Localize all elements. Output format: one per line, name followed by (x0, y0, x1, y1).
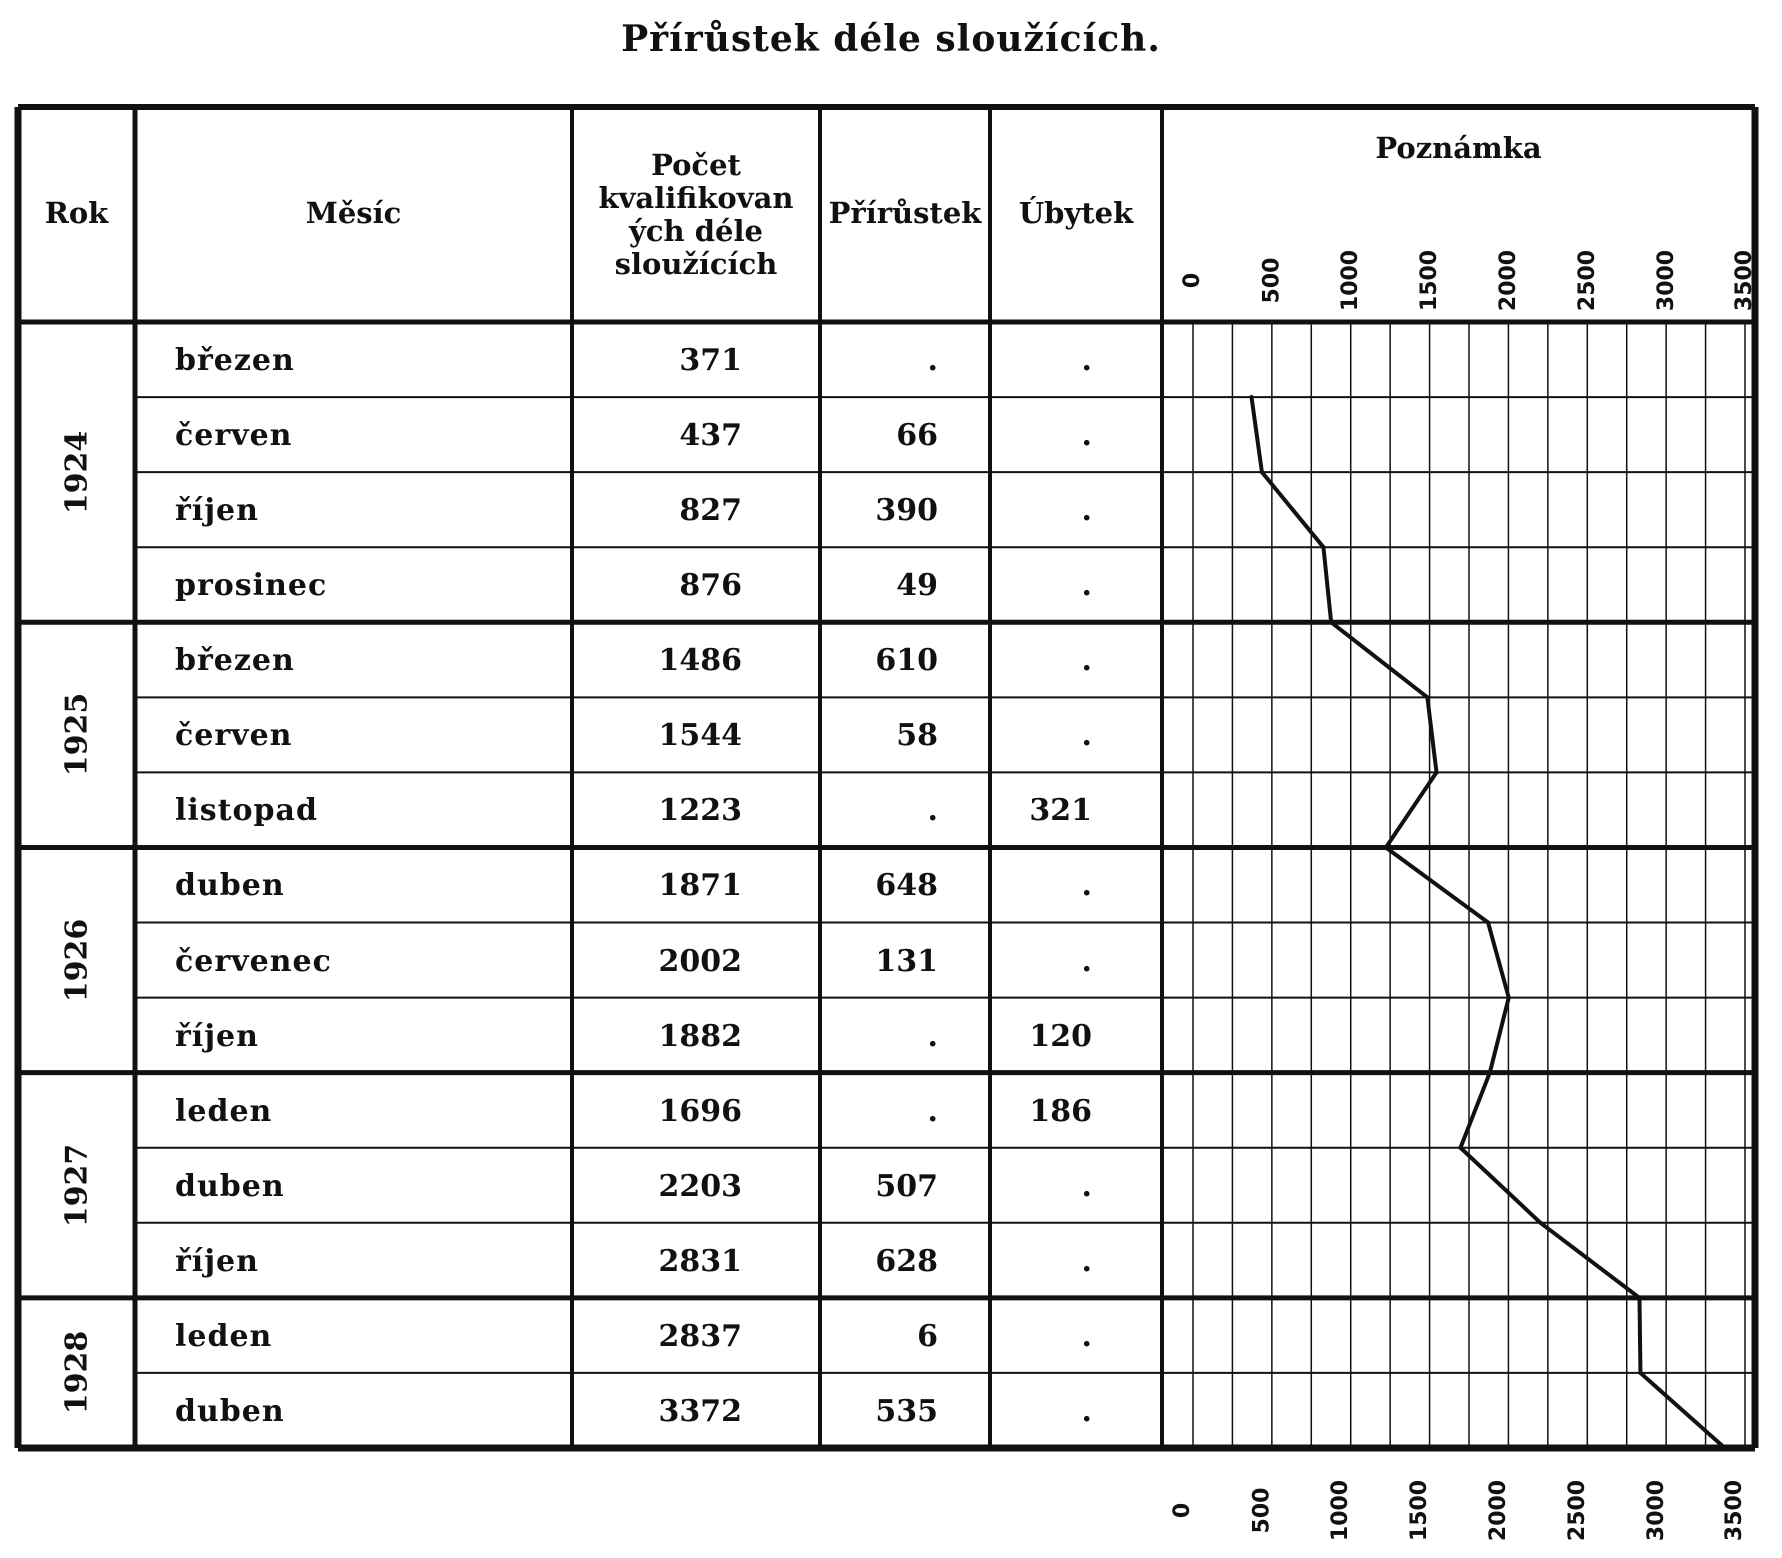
axis-tick-label-top (1153, 250, 1233, 310)
count-cell: 876 (679, 568, 742, 604)
decrease-cell: 321 (1029, 793, 1092, 829)
series-point (1638, 1371, 1642, 1375)
decrease-cell: . (1081, 1243, 1092, 1279)
tick-label-text: 2000 (1485, 1479, 1511, 1541)
series-line-segment (1460, 1073, 1489, 1148)
month-cell: červenec (175, 943, 332, 979)
series-line-segment (1540, 1223, 1639, 1298)
series-line-segment (1323, 547, 1331, 622)
decrease-cell: . (1081, 568, 1092, 604)
month-cell: leden (175, 1093, 273, 1129)
decrease-cell: 120 (1029, 1018, 1092, 1054)
header-prirustek: Přírůstek (828, 195, 982, 230)
tick-label-text: 0 (1170, 1502, 1196, 1518)
count-cell: 827 (679, 493, 742, 529)
count-cell: 1882 (658, 1018, 742, 1054)
year-label-text: 1926 (59, 918, 94, 1002)
decrease-cell: . (1081, 718, 1092, 754)
tick-label-text: 3000 (1653, 249, 1679, 311)
decrease-cell: . (1081, 493, 1092, 529)
tick-label-text: 2000 (1495, 249, 1521, 311)
increase-cell: . (927, 1018, 938, 1054)
increase-cell: 628 (875, 1243, 938, 1279)
axis-tick-label-top (1705, 250, 1782, 310)
year-label-text: 1928 (59, 1331, 94, 1415)
year-label (18, 1073, 135, 1298)
month-cell: leden (175, 1318, 273, 1354)
count-cell: 437 (679, 418, 742, 454)
increase-cell: 6 (917, 1318, 938, 1354)
series-line-segment (1640, 1373, 1724, 1448)
month-cell: červen (175, 418, 293, 454)
month-cell: říjen (175, 1018, 259, 1054)
series-point (1425, 695, 1429, 699)
tick-label-text: 3500 (1732, 249, 1758, 311)
tick-label-text: 2500 (1574, 249, 1600, 311)
increase-cell: . (927, 793, 938, 829)
increase-cell: 49 (896, 568, 938, 604)
series-point (1488, 1071, 1492, 1075)
axis-tick-label-bottom (1616, 1475, 1696, 1545)
decrease-cell: . (1081, 868, 1092, 904)
series-point (1637, 1296, 1641, 1300)
decrease-cell: . (1081, 418, 1092, 454)
month-cell: březen (175, 643, 295, 679)
series-line-segment (1488, 923, 1509, 998)
decrease-cell: . (1081, 1318, 1092, 1354)
tick-label-text: 3000 (1643, 1479, 1669, 1541)
tick-label-text: 1000 (1328, 1479, 1354, 1541)
series-point (1384, 845, 1388, 849)
increase-cell: . (927, 343, 938, 379)
count-cell: 2837 (658, 1318, 742, 1354)
increase-cell: 610 (875, 643, 938, 679)
increase-cell: 58 (896, 718, 938, 754)
tick-label-text: 1500 (1417, 249, 1443, 311)
header-ubytek: Úbytek (1018, 195, 1134, 230)
count-cell: 2002 (658, 943, 742, 979)
header-rok: Rok (44, 195, 109, 230)
axis-tick-label-top (1390, 250, 1470, 310)
series-point (1250, 395, 1254, 399)
increase-cell: 507 (875, 1168, 938, 1204)
decrease-cell: 186 (1029, 1093, 1092, 1129)
decrease-cell: . (1081, 343, 1092, 379)
axis-tick-label-bottom (1458, 1475, 1538, 1545)
series-line-segment (1252, 397, 1262, 472)
series-point (1723, 1446, 1727, 1450)
year-label-text: 1925 (59, 693, 94, 777)
count-cell: 2203 (658, 1168, 742, 1204)
axis-tick-label-bottom (1537, 1475, 1617, 1545)
month-cell: listopad (175, 793, 318, 829)
series-line-segment (1460, 1148, 1540, 1223)
month-cell: říjen (175, 493, 259, 529)
axis-tick-label-bottom (1380, 1475, 1460, 1545)
page-title: Přírůstek déle sloužících. (621, 18, 1161, 60)
tick-label-text: 0 (1180, 272, 1206, 288)
increase-cell: 66 (896, 418, 938, 454)
count-cell: 2831 (658, 1243, 742, 1279)
count-cell: 1223 (658, 793, 742, 829)
decrease-cell: . (1081, 943, 1092, 979)
series-line-segment (1427, 697, 1436, 772)
month-cell: prosinec (175, 568, 328, 604)
tick-label-text: 1000 (1338, 249, 1364, 311)
month-cell: březen (175, 343, 295, 379)
series-line-segment (1386, 847, 1488, 922)
increase-cell: . (927, 1093, 938, 1129)
tick-label-text: 500 (1249, 1487, 1275, 1533)
series-line-segment (1639, 1298, 1640, 1373)
increase-cell: 535 (875, 1393, 938, 1429)
count-cell: 1544 (658, 718, 742, 754)
year-label (18, 847, 135, 1072)
series-point (1507, 996, 1511, 1000)
series-point (1329, 620, 1333, 624)
axis-tick-label-top (1311, 250, 1391, 310)
count-cell: 3372 (658, 1393, 742, 1429)
year-label (18, 1298, 135, 1448)
increase-cell: 648 (875, 868, 938, 904)
axis-tick-label-bottom (1222, 1475, 1302, 1545)
month-cell: duben (175, 1168, 285, 1204)
increase-cell: 131 (875, 943, 938, 979)
tick-label-text: 500 (1259, 257, 1285, 303)
decrease-cell: . (1081, 643, 1092, 679)
count-cell: 1696 (658, 1093, 742, 1129)
tick-label-text: 1500 (1407, 1479, 1433, 1541)
year-label (18, 322, 135, 622)
month-cell: duben (175, 1393, 285, 1429)
tick-label-text: 2500 (1564, 1479, 1590, 1541)
header-mesic: Měsíc (305, 195, 402, 230)
year-label-text: 1927 (59, 1143, 94, 1227)
axis-tick-label-bottom (1143, 1475, 1223, 1545)
count-cell: 371 (679, 343, 742, 379)
month-cell: červen (175, 718, 293, 754)
series-point (1435, 770, 1439, 774)
series-point (1486, 921, 1490, 925)
series-point (1538, 1221, 1542, 1225)
count-cell: 1871 (658, 868, 742, 904)
series-line-segment (1331, 622, 1427, 697)
increase-cell: 390 (875, 493, 938, 529)
header-pocet: Počet kvalifikovaných déle sloužících (598, 147, 794, 281)
decrease-cell: . (1081, 1168, 1092, 1204)
axis-tick-label-top (1232, 250, 1312, 310)
year-label (18, 622, 135, 847)
series-line-segment (1490, 998, 1509, 1073)
series-point (1260, 470, 1264, 474)
decrease-cell: . (1081, 1393, 1092, 1429)
count-cell: 1486 (658, 643, 742, 679)
month-cell: duben (175, 868, 285, 904)
tick-label-text: 3500 (1722, 1479, 1748, 1541)
month-cell: říjen (175, 1243, 259, 1279)
axis-tick-label-top (1626, 250, 1706, 310)
axis-tick-label-bottom (1301, 1475, 1381, 1545)
axis-tick-label-bottom (1695, 1475, 1775, 1545)
axis-tick-label-top (1468, 250, 1548, 310)
series-point (1321, 545, 1325, 549)
series-point (1458, 1146, 1462, 1150)
header-poznamka: Poznámka (1375, 130, 1542, 165)
axis-tick-label-top (1547, 250, 1627, 310)
year-label-text: 1924 (59, 430, 94, 514)
